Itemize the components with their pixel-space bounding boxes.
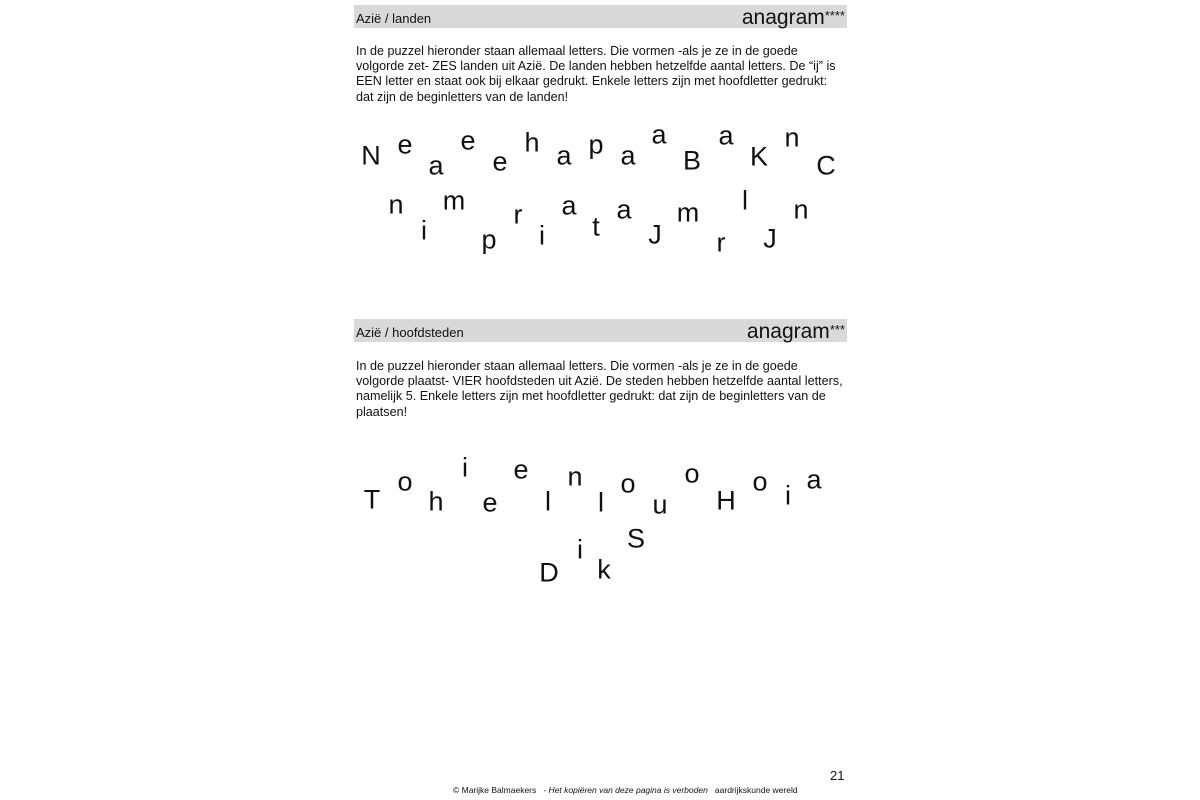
footer-notice: - Het kopiëren van deze pagina is verboden	[543, 785, 708, 795]
puzzle2-letter: H	[716, 485, 736, 516]
puzzle2-letter: k	[597, 554, 611, 585]
puzzle1-letter: p	[481, 224, 497, 255]
puzzle2-letter: l	[545, 486, 551, 517]
puzzle2-letter: S	[626, 523, 646, 554]
puzzle1-letter: l	[742, 185, 748, 216]
puzzle2-letter: o	[397, 466, 413, 497]
puzzle2-letter: i	[785, 480, 791, 511]
puzzle1-title	[742, 7, 845, 28]
puzzle1-letter: a	[428, 150, 444, 181]
puzzle2-letter: n	[567, 461, 583, 492]
puzzle1-letter: a	[620, 140, 636, 171]
puzzle1-letter: C	[816, 150, 836, 181]
puzzle2-topic: Azië / hoofdsteden	[356, 325, 464, 340]
puzzle2-letter: e	[482, 487, 498, 518]
puzzle1-letter: N	[361, 140, 381, 171]
puzzle1-instructions: In de puzzel hieronder staan allemaal letters. Die vormen -als je ze in de goede volgorde zet- ZES landen uit Azië. De landen hebben hetzelfde aantal letters. De “ij” is EEN letter en staat ook bij elkaar gedrukt. Enkele letters zijn met hoofdletter gedrukt: dat zijn de beginletters van de landen!	[356, 44, 836, 104]
puzzle2-letter: T	[363, 484, 381, 515]
footer-series: aardrijkskunde wereld	[714, 785, 798, 795]
puzzle1-letter: e	[397, 129, 413, 160]
puzzle1-letter: m	[676, 197, 700, 228]
puzzle2-letter: o	[752, 466, 768, 497]
puzzle2-instructions: In de puzzel hieronder staan allemaal letters. Die vormen -als je ze in de goede volgorde plaatst- VIER hoofdsteden uit Azië. De steden hebben hetzelfde aantal letters, namelijk 5. Enkele letters zijn met hoofdletter gedrukt: dat zijn de beginletters van de plaatsen!	[356, 359, 843, 419]
puzzle2-letter: i	[462, 452, 468, 483]
puzzle1-letter: n	[793, 194, 809, 225]
puzzle2-letter: o	[620, 468, 636, 499]
puzzle1-type-label: anagram	[741, 6, 825, 29]
puzzle1-letter: J	[763, 223, 777, 254]
puzzle1-letter: p	[588, 129, 604, 160]
puzzle1-letter: n	[388, 189, 404, 220]
puzzle1-letter: e	[492, 146, 508, 177]
puzzle1-letter: r	[716, 227, 726, 258]
puzzle2-letter: u	[652, 489, 668, 520]
puzzle2-difficulty-stars: ***	[829, 322, 845, 337]
page-number: 21	[830, 768, 845, 783]
puzzle2-title	[747, 321, 845, 342]
puzzle2-letter: D	[539, 557, 559, 588]
puzzle1-letter: a	[556, 140, 572, 171]
puzzle2-header-bar	[354, 319, 847, 342]
puzzle1-letter: J	[648, 219, 662, 250]
puzzle1-letter: r	[513, 199, 523, 230]
puzzle2-letter: a	[806, 464, 822, 495]
puzzle2-letter: l	[598, 487, 604, 518]
puzzle2-type-label: anagram	[746, 320, 830, 343]
puzzle1-letter: a	[616, 194, 632, 225]
puzzle1-topic: Azië / landen	[356, 11, 432, 26]
puzzle1-letter: i	[539, 220, 545, 251]
puzzle2-letter: e	[513, 454, 529, 485]
puzzle1-letter: a	[651, 119, 667, 150]
puzzle1-letter: n	[784, 122, 800, 153]
puzzle1-letter: e	[460, 125, 476, 156]
footer-copyright: © Marijke Balmaekers	[453, 785, 537, 795]
puzzle1-letter: a	[718, 120, 734, 151]
puzzle1-letter: a	[561, 190, 577, 221]
puzzle1-header-bar	[354, 5, 847, 28]
puzzle1-letter: m	[442, 185, 466, 216]
puzzle1-difficulty-stars: ****	[824, 8, 845, 23]
puzzle2-letter: i	[577, 534, 583, 565]
puzzle1-letter: h	[524, 127, 540, 158]
puzzle1-letter: i	[421, 215, 427, 246]
puzzle1-letter: t	[592, 211, 600, 242]
footer	[453, 785, 798, 795]
puzzle2-letter: o	[684, 458, 700, 489]
puzzle1-letter: B	[682, 145, 702, 176]
puzzle1-letter: K	[749, 141, 769, 172]
puzzle2-letter: h	[428, 486, 444, 517]
